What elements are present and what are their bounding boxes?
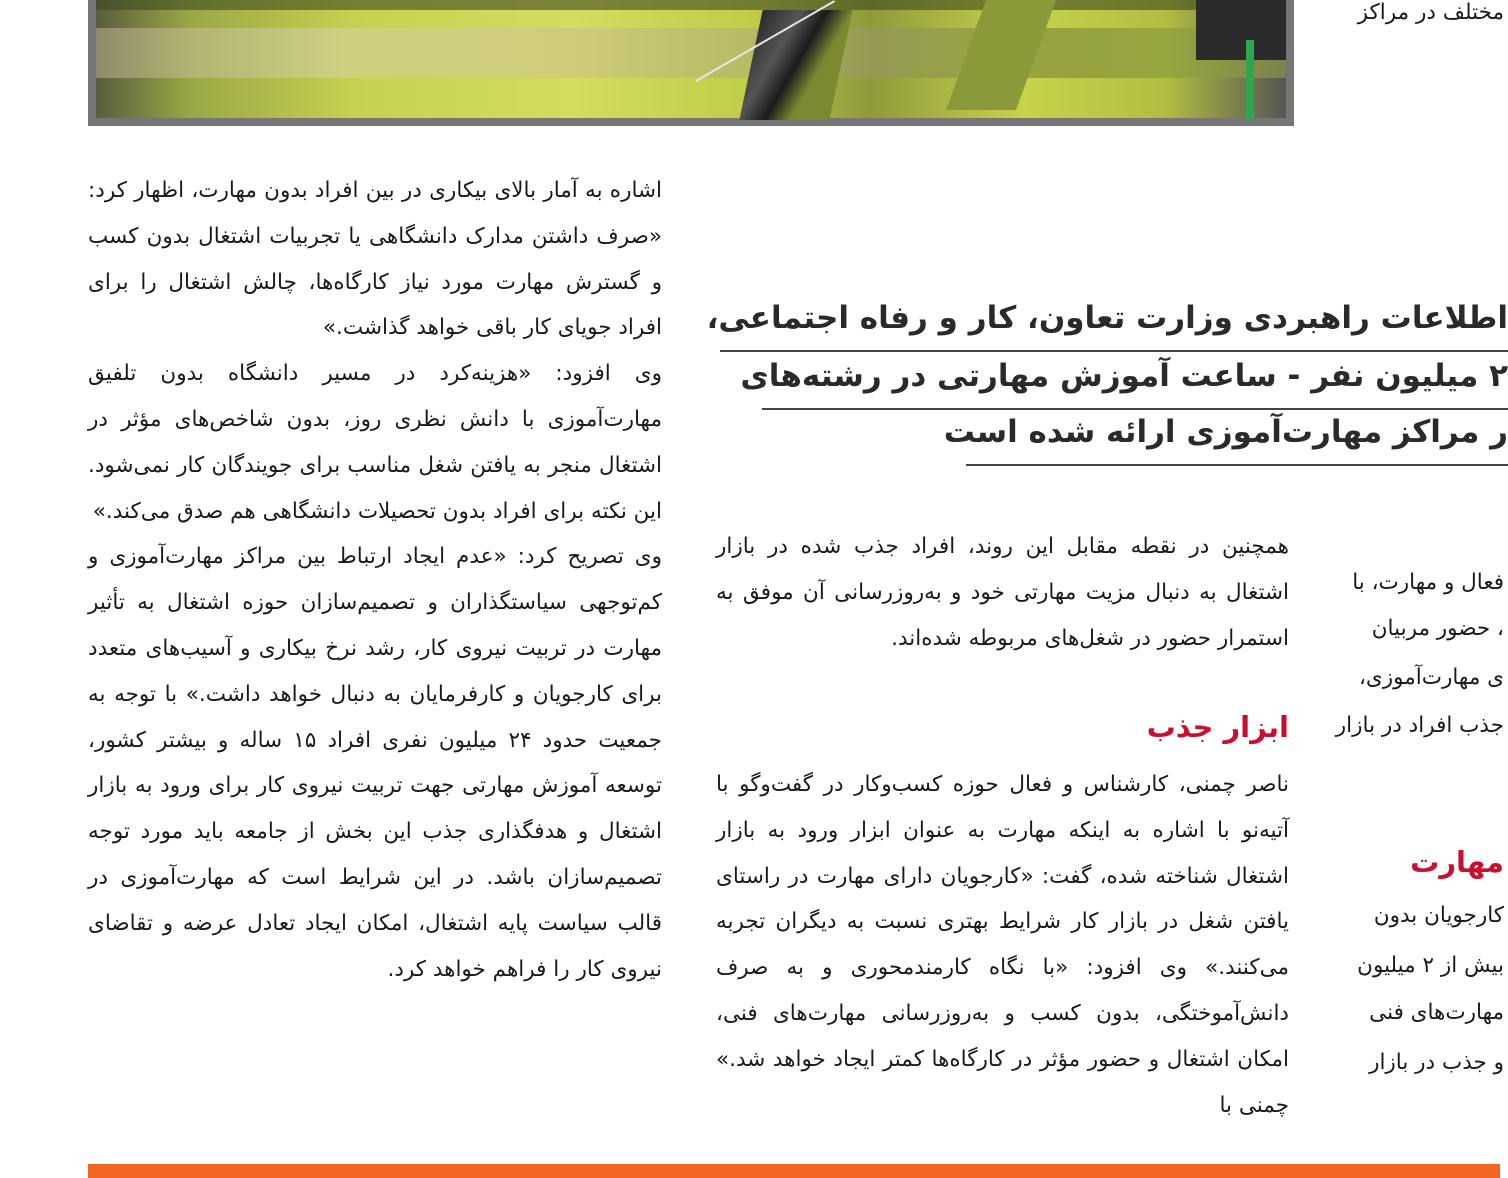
right-subhead: مهارت xyxy=(1410,845,1504,879)
right-column-fragment xyxy=(1335,0,1504,1178)
article-photo xyxy=(88,0,1294,126)
right-fragment-line: و جذب در بازار xyxy=(1369,1050,1504,1075)
right-fragment-line: فعال و مهارت، با xyxy=(1352,570,1504,595)
right-fragment-line: مهارت‌های فنی xyxy=(1369,1000,1504,1025)
middle-column-intro xyxy=(716,524,1289,661)
pull-quote-line: اطلاعات راهبردی وزارت تعاون، کار و رفاه اجتماعی، xyxy=(706,300,1508,336)
paragraph: همچنین در نقطه مقابل این روند، افراد جذب شده در بازار اشتغال به دنبال مزیت مهارتی خود و به‌روزرسانی آن موفق به استمرار حضور در شغل‌های مربوطه شده‌اند. xyxy=(716,534,1289,651)
pull-quote-rule xyxy=(720,350,1508,352)
right-fragment-line: بیش از ۲ میلیون xyxy=(1357,953,1504,978)
top-right-fragment: مختلف در مراکز xyxy=(1357,0,1504,25)
machine-photo-image xyxy=(96,0,1286,118)
pull-quote-line: ۲ میلیون نفر - ساعت آموزش مهارتی در رشته‌های xyxy=(740,358,1508,394)
right-fragment-line: کارجویان بدون xyxy=(1373,903,1504,928)
right-fragment-line: ، حضور مربیان xyxy=(1371,616,1504,641)
pull-quote xyxy=(706,292,1508,482)
paragraph: اشاره به آمار بالای بیکاری در بین افراد بدون مهارت، اظهار کرد: «صرف داشتن مدارک دانشگاهی یا تجربیات اشتغال بدون کسب و گسترش مهارت مورد نیاز کارگاه‌ها، چالش اشتغال را برای افراد جویای کار باقی خواهد گذاشت.» xyxy=(88,178,662,341)
paragraph: وی تصریح کرد: «عدم ایجاد ارتباط بین مراکز مهارت‌آموزی و کم‌توجهی سیاستگذاران و تصمیم‌سازان حوزه اشتغال به تأثیر مهارت در تربیت نیروی کار، رشد نرخ بیکاری و آسیب‌های متعدد برای کارجویان و کارفرمایان به دنبال خواهد داشت.» با توجه به جمعیت حدود ۲۴ میلیون نفری افراد ۱۵ ساله و بیشتر کشور، توسعه آموزش مهارتی جهت تربیت نیروی کار برای ورود به بازار اشتغال و هدفگذاری جذب این بخش از جامعه باید مورد توجه تصمیم‌سازان باشد. در این شرایط است که مهارت‌آموزی در قالب سیاست پایه اشتغال، امکان ایجاد تعادل عرضه و تقاضای نیروی کار را فراهم خواهد کرد. xyxy=(88,544,662,982)
paragraph: ناصر چمنی، کارشناس و فعال حوزه کسب‌وکار در گفت‌وگو با آتیه‌نو با اشاره به اینکه مهارت به عنوان ابزار ورود به بازار اشتغال شناخته شده، گفت: «کارجویان دارای مهارت در راستای یافتن شغل در بازار کار شرایط بهتری نسبت به دیگران تجربه می‌کنند.» وی افزود: «با نگاه کارمندمحوری و به صرف دانش‌آموختگی، بدون کسب و به‌روزرسانی مهارت‌های فنی، امکان اشتغال و حضور مؤثر در کارگاه‌ها کمتر ایجاد خواهد شد.» چمنی با xyxy=(716,772,1289,1118)
left-column xyxy=(88,168,662,992)
right-fragment-line: جذب افراد در بازار xyxy=(1335,713,1504,738)
paragraph: وی افزود: «هزینه‌کرد در مسیر دانشگاه بدون تلفیق مهارت‌آموزی با دانش نظری روز، بدون شاخص‌های مؤثر در اشتغال منجر به یافتن شغل مناسب برای جویندگان کار نمی‌شود. این نکته برای افراد بدون تحصیلات دانشگاهی هم صدق می‌کند.» xyxy=(88,361,662,524)
section-subhead: ابزار جذب xyxy=(1146,710,1289,744)
pull-quote-line: ر مراکز مهارت‌آموزی ارائه شده است xyxy=(943,414,1508,450)
pull-quote-rule xyxy=(762,408,1508,410)
pull-quote-rule xyxy=(966,464,1508,466)
footer-accent-bar xyxy=(88,1164,1500,1178)
middle-column-body xyxy=(716,762,1289,1128)
right-fragment-line: ی مهارت‌آموزی، xyxy=(1358,665,1504,690)
